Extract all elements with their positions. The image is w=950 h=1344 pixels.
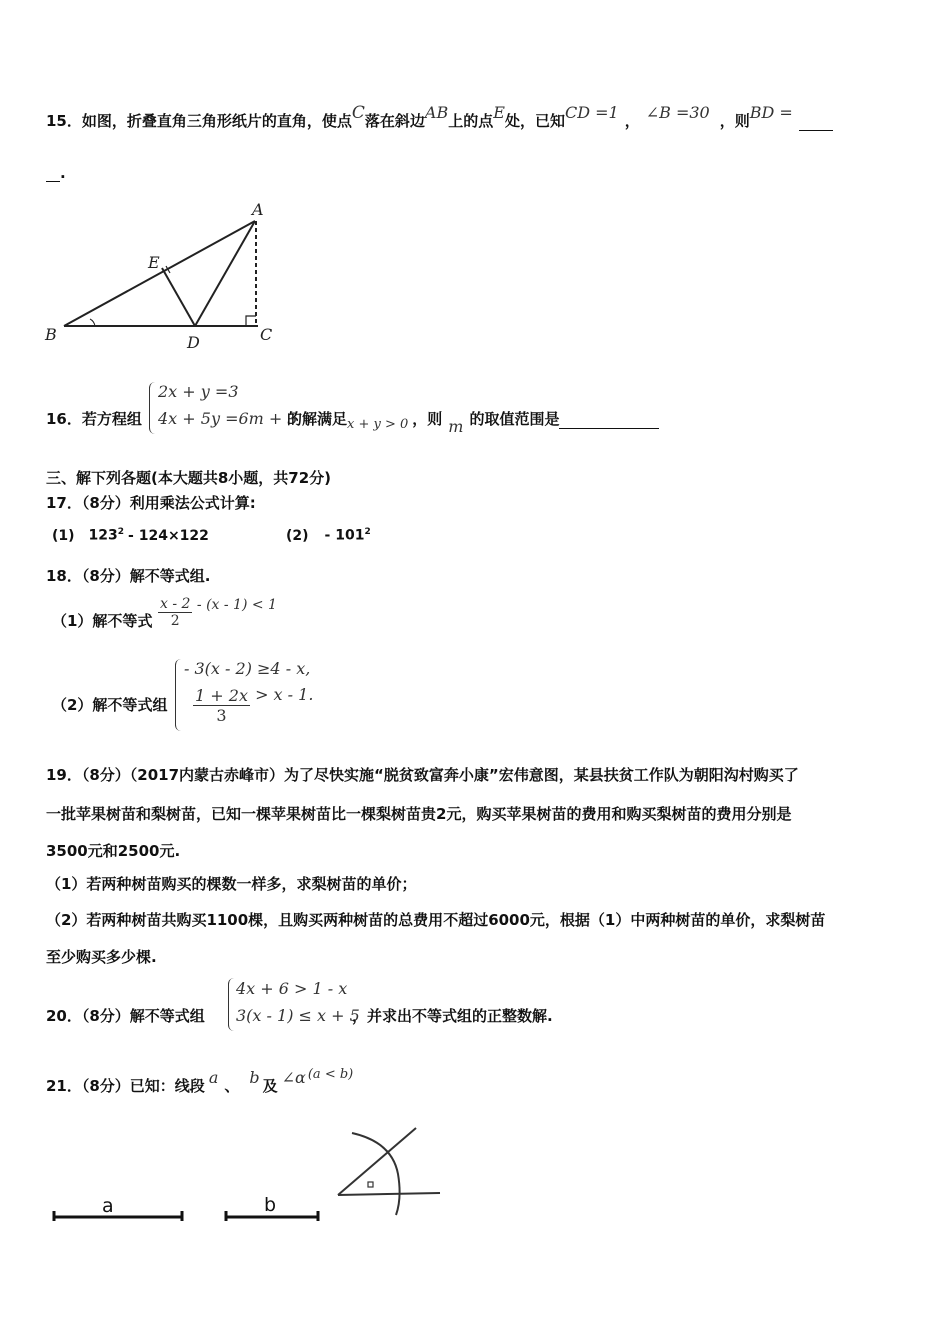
q19-line6: 至少购买多少棵. [46,948,157,966]
q18-sub2-fraction [193,686,250,725]
q17-sub1-exp: 2 [117,527,125,537]
q16-condition: x + y > 0 [347,417,409,432]
q17-sub1-base: 123 [88,527,118,544]
q18-sub2-num: 1 + 2x [195,686,248,705]
q18-sub1-fraction [158,596,192,629]
q18-sub1-rest: - (x - 1) < 1 [196,596,277,613]
q18-sub1-expr [158,596,277,629]
q18-sub2-den: 3 [216,706,227,725]
q20-eq1: 4x + 6 > 1 - x [236,979,348,998]
angle-arc [352,1133,400,1215]
q16-text-2: 的解满足 [287,410,348,428]
q16-text-4: 的取值范围是 [469,410,560,428]
segment-a-label: a [102,1195,114,1217]
segment-b-label: b [264,1194,277,1216]
q18-sub1-label: （1）解不等式 [52,612,153,630]
q21-text-1: 21．（8分）已知：线段 [46,1077,205,1095]
q19-line3: 3500元和2500元. [46,842,181,860]
fig15-label-a: A [252,200,264,219]
q21-b: b [249,1068,260,1087]
q17-heading: 17．（8分）利用乘法公式计算: [46,494,256,512]
q15-figure [40,195,290,355]
q17-sub2-label: (2) [286,527,309,544]
fig15-label-b: B [45,325,57,344]
section3-heading: 三、解下列各题(本大题共8小题，共72分) [46,469,332,487]
q17-sub2-exp: 2 [364,527,371,537]
q15-answer-blank [799,130,833,131]
q19-line2: 一批苹果树苗和梨树苗，已知一棵苹果树苗比一棵梨树苗贵2元，购买苹果树苗的费用和购买梨树苗的费用分别是 [46,805,792,823]
angle-ray-1 [338,1193,440,1195]
q15-text-3: 上的点 [448,112,494,130]
q16-text [287,408,659,436]
q21-figure [40,1120,460,1230]
q18-sub2-line2 [193,686,313,725]
q18-sub2-label: （2）解不等式组 [52,696,168,714]
q18-sub2-rest: > x - 1. [255,685,314,704]
q18-heading: 18．（8分）解不等式组. [46,567,211,585]
q15-angle: ∠B =30 [645,103,710,122]
q20-suffix: ，并求出不等式组的正整数解. [352,1007,553,1025]
fig15-label-d: D [187,333,200,352]
q15-line2 [46,164,66,182]
q16-prefix: 16．若方程组 [46,410,142,428]
fig15-label-e: E [148,253,160,272]
q15-text-2: 落在斜边 [364,112,425,130]
q21-sep: 、 [224,1077,240,1095]
q17-sub2-base: - 101 [324,527,365,544]
q15-text-5: ，则 [719,112,750,130]
q21-line [46,1067,354,1096]
q21-angle: ∠α [281,1068,306,1087]
q17-sub1 [52,527,209,544]
q18-brace [175,659,182,731]
q15-text-1: 15．如图，折叠直角三角形纸片的直角，使点 [46,112,352,130]
q15-cd: CD =1 [564,103,619,122]
q15-comma: ， [624,112,640,130]
q17-sub1-rest: - 124×122 [128,527,209,544]
q16-eq2: 4x + 5y =6m + 3 [158,409,298,428]
angle-ray-2 [338,1128,416,1195]
q18-sub1-den: 2 [170,613,180,629]
fig15-b-mark [90,319,95,326]
q18-sub2-line1: - 3(x - 2) ≥4 - x, [184,659,311,678]
q18-sub1-num: x - 2 [160,596,191,612]
q16-eq1: 2x + y =3 [158,382,239,401]
q19-line1: 19．（8分）（2017内蒙古赤峰市）为了尽快实施“脱贫致富奔小康”宏伟意图，某县扶贫工作队为朝阳沟村购买了 [46,766,799,784]
q15-line [46,103,833,131]
q15-point-e: E [493,103,505,122]
q15-end: . [60,164,66,182]
fig15-label-c: C [260,325,273,344]
q20-brace [228,978,235,1031]
q19-line4: （1）若两种树苗购买的棵数一样多，求梨树苗的单价； [46,875,417,893]
fig15-right-angle-mark [246,316,256,326]
angle-small-mark [368,1182,373,1187]
q21-condition: (a < b) [307,1067,354,1082]
q20-prefix: 20．（8分）解不等式组 [46,1007,205,1025]
q15-point-c: C [351,103,365,123]
q17-sub2 [286,527,371,544]
q21-a: a [208,1068,219,1087]
fig15-line-ba [64,221,255,326]
fig15-line-ed [162,268,195,326]
q20-eq2: 3(x - 1) ≤ x + 5 [236,1006,360,1025]
q16-answer-blank [559,428,659,429]
q16-m: m [448,417,464,436]
q15-answer-blank-2 [46,181,60,182]
q15-bd: BD = [749,103,793,122]
q19-line5: （2）若两种树苗共购买1100棵，且购买两种树苗的总费用不超过6000元，根据（1）中两种树苗的单价，求梨树苗 [46,911,826,929]
q16-text-3: ，则 [412,410,443,428]
q15-ab: AB [424,103,449,122]
q16-brace [149,382,156,434]
q17-sub1-label: (1) [52,527,75,544]
q15-text-4: 处，已知 [504,112,565,130]
q21-text-2: 及 [262,1077,278,1095]
